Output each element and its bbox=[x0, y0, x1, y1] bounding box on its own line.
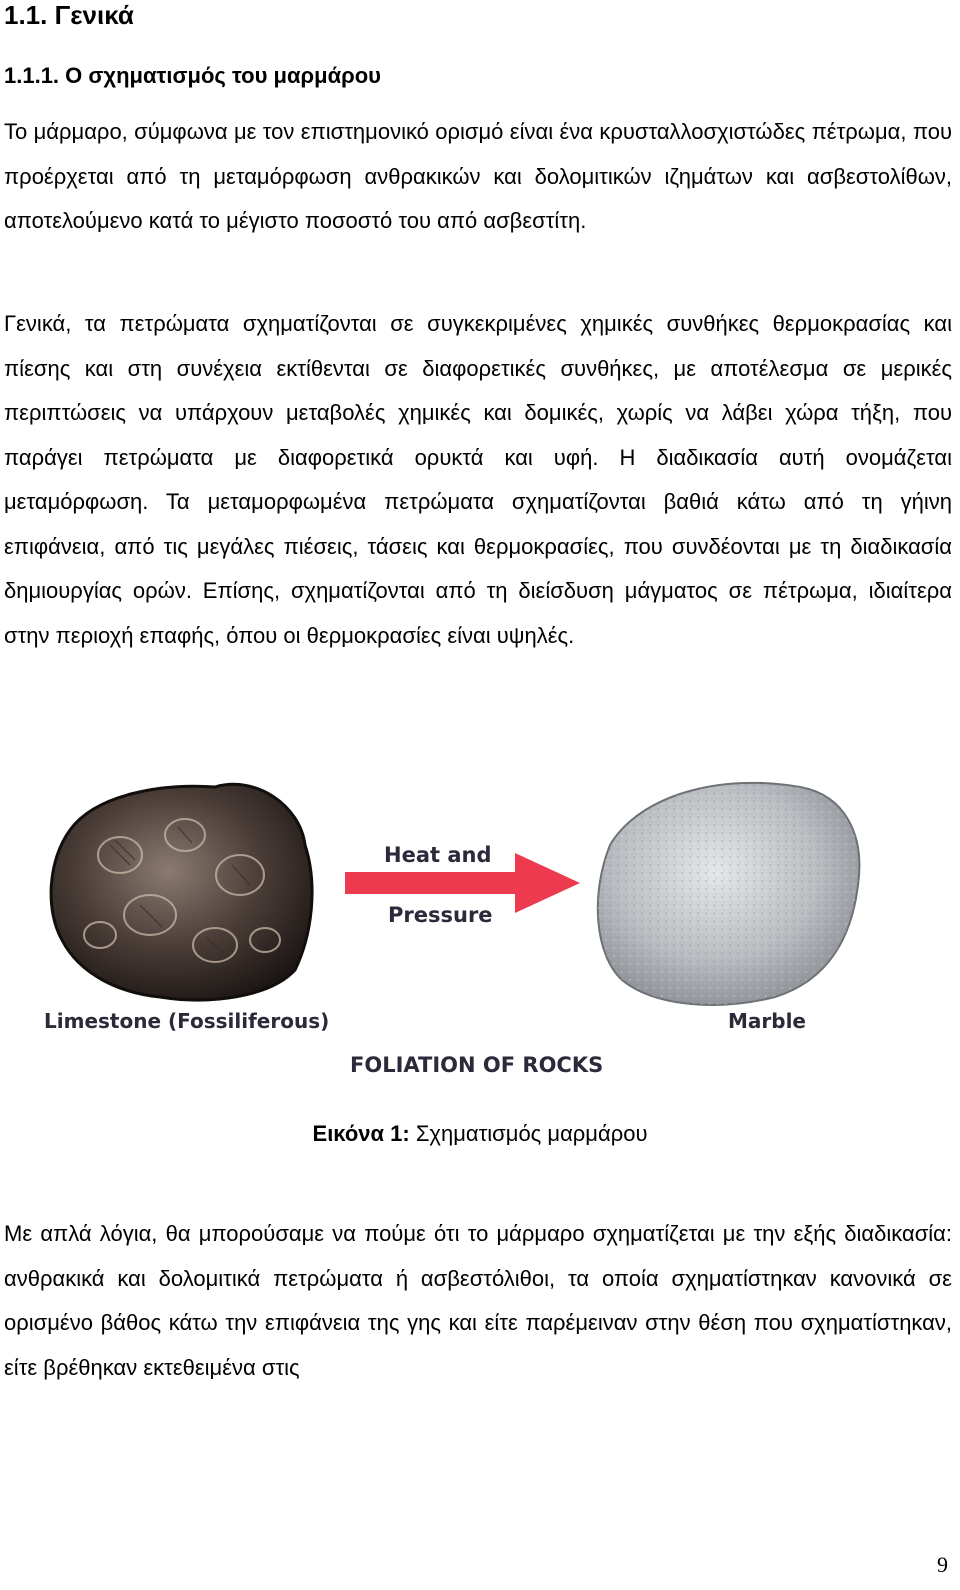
figure-caption bbox=[0, 1120, 960, 1148]
section-heading: 1.1. Γενικά bbox=[4, 0, 134, 30]
paragraph-metamorphosis: Γενικά, τα πετρώματα σχηματίζονται σε συγκεκριμένες χημικές συνθήκες θερμοκρασίας και πίεσης και στη συνέχεια εκτίθενται σε διαφορετικές συνθήκες, με αποτέλεσμα σε μερικές περιπτώσεις να υπάρχουν μεταβολές χημικές και δομικές, χωρίς να λάβει χώρα τήξη, που παράγει πετρώματα με διαφορετικά ορυκτά και υφή. Η διαδικασία αυτή ονομάζεται μεταμόρφωση. Τα μεταμορφωμένα πετρώματα σχηματίζονται βαθιά κάτω από τη γήινη επιφάνεια, από τις μεγάλες πιέσεις, τάσεις και θερμοκρασίες, που συνδέονται με τη διαδικασία δημιουργίας ορών. Επίσης, σχηματίζονται από τη διείσδυση μάγματος σε πέτρωμα, ιδιαίτερα στην περιοχή επαφής, όπου οι θερμοκρασίες είναι υψηλές. bbox=[4, 311, 952, 648]
paragraph-simple-explanation: Με απλά λόγια, θα μπορούσαμε να πούμε ότι το μάρμαρο σχηματίζεται με την εξής διαδικασία: ανθρακικά και δολομιτικά πετρώματα ή ασβεστόλιθοι, τα οποία σχηματίστηκαν κανονικά σε ορισμένο βάθος κάτω την επιφάνεια της γης και είτε παρέμειναν στην θέση που σχηματίστηκαν, είτε βρέθηκαν εκτεθειμένα στις bbox=[4, 1221, 952, 1380]
marble-formation-figure bbox=[0, 735, 960, 1095]
caption-label: Εικόνα 1: bbox=[312, 1121, 410, 1146]
page-number: 9 bbox=[937, 1552, 948, 1577]
subsection-heading: 1.1.1. Ο σχηματισμός του μαρμάρου bbox=[4, 63, 381, 88]
limestone-rock-image bbox=[51, 784, 312, 1000]
figure-title: FOLIATION OF ROCKS bbox=[350, 1053, 604, 1077]
paragraph-definition: Το μάρμαρο, σύμφωνα με τον επιστημονικό ορισμό είναι ένα κρυσταλλοσχιστώδες πέτρωμα, που προέρχεται από τη μεταμόρφωση ανθρακικών και δολομιτικών ιζημάτων και ασβεστολίθων, αποτελούμενο κατά το μέγιστο ποσοστό του από ασβεστίτη. bbox=[4, 119, 952, 233]
limestone-label: Limestone (Fossiliferous) bbox=[44, 1009, 330, 1033]
arrow-label-heat: Heat and bbox=[384, 843, 492, 867]
arrow-label-pressure: Pressure bbox=[388, 903, 493, 927]
arrow-shaft bbox=[345, 872, 520, 894]
arrow-head bbox=[515, 853, 580, 913]
caption-text: Σχηματισμός μαρμάρου bbox=[409, 1121, 648, 1146]
marble-rock-image bbox=[598, 783, 860, 1005]
marble-label: Marble bbox=[728, 1009, 806, 1033]
